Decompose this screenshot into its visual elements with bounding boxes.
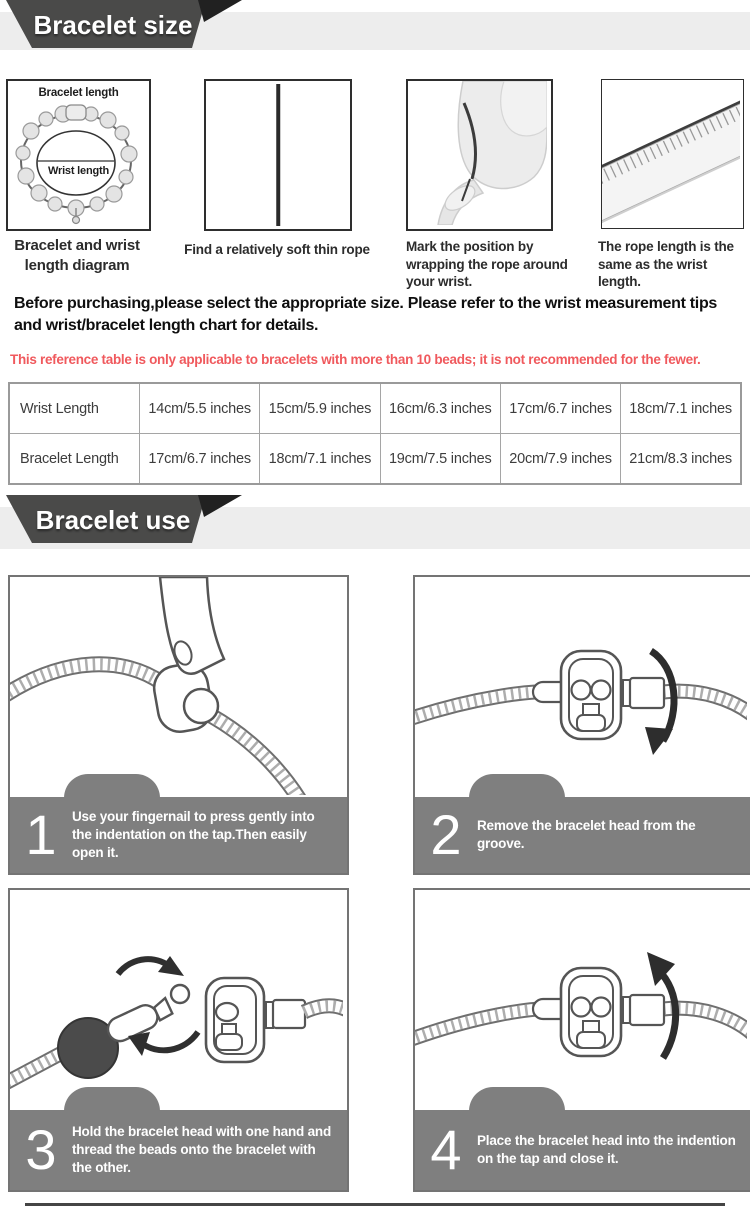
- step-panel-4: [413, 888, 750, 1192]
- bracelet-diagram-image: [8, 81, 145, 225]
- diagram-label-bracelet-length: Bracelet length: [38, 87, 119, 99]
- bracelet-use-banner: [0, 495, 242, 543]
- note-text: This reference table is only applicable to bracelets with more than 10 beads; it is not recommended for the fewer.: [10, 352, 701, 367]
- step-number: 1: [25, 803, 57, 866]
- table-cell: 18cm/7.1 inches: [260, 434, 380, 485]
- caption-diagram: Bracelet and wrist length diagram: [14, 237, 140, 274]
- table-cell: 18cm/7.1 inches: [621, 383, 741, 434]
- step-number: 2: [430, 803, 462, 866]
- step-panel-2: [413, 575, 750, 875]
- step-caption-bar: [415, 797, 750, 873]
- table-row-wrist: [9, 383, 741, 434]
- wrist-photo: [408, 81, 547, 225]
- step-number: 3: [25, 1118, 57, 1181]
- table-cell: 15cm/5.9 inches: [260, 383, 380, 434]
- caption-bar-bump: [469, 1087, 565, 1111]
- table-cell: 19cm/7.5 inches: [380, 434, 500, 485]
- banner-title: Bracelet size: [33, 10, 193, 40]
- step3-thread-beads-illustration: [10, 890, 343, 1112]
- intro-text: Before purchasing,please select the appropriate size. Please refer to the wrist measurement tips and wrist/bracelet length chart for details.: [14, 295, 718, 334]
- caption-bar-bump: [64, 1087, 160, 1111]
- step-text: Place the bracelet head into the indention on the tap and close it.: [477, 1132, 736, 1166]
- table-cell: 21cm/8.3 inches: [621, 434, 741, 485]
- photo-box-diagram: [6, 79, 151, 231]
- table-cell: 20cm/7.9 inches: [500, 434, 620, 485]
- table-cell: 16cm/6.3 inches: [380, 383, 500, 434]
- step-panel-1: [8, 575, 349, 875]
- step2-remove-head-illustration: [415, 577, 747, 795]
- size-table: [8, 382, 742, 485]
- table-cell: 17cm/6.7 inches: [500, 383, 620, 434]
- photo-box-ruler: [601, 79, 744, 229]
- step-panel-3: [8, 888, 349, 1192]
- rope-image: [276, 84, 280, 226]
- photo-box-wrist: [406, 79, 553, 231]
- table-cell: Wrist Length: [9, 383, 140, 434]
- caption-bar-bump: [469, 774, 565, 798]
- table-cell: Bracelet Length: [9, 434, 140, 485]
- photo-box-rope: [204, 79, 352, 231]
- step-text: Use your fingernail to press gently into the indentation on the tap.Then easily open it.: [72, 808, 315, 861]
- step-text: Remove the bracelet head from the groove.: [477, 817, 696, 851]
- step-caption-bar: [10, 797, 347, 873]
- caption-rope: Find a relatively soft thin rope: [184, 242, 370, 257]
- table-row-bracelet: [9, 434, 741, 485]
- step-text: Hold the bracelet head with one hand and thread the beads onto the bracelet with the other.: [72, 1123, 332, 1176]
- diagram-label-wrist-length: Wrist length: [48, 165, 109, 177]
- caption-bar-bump: [64, 774, 160, 798]
- step-caption-bar: [415, 1110, 750, 1190]
- table-cell: 14cm/5.5 inches: [140, 383, 260, 434]
- step-number: 4: [430, 1118, 462, 1181]
- caption-wrist: Mark the position by wrapping the rope around your wrist.: [406, 239, 568, 290]
- step1-open-clasp-illustration: [10, 577, 343, 795]
- step-caption-bar: [10, 1110, 347, 1190]
- ruler-photo: [602, 80, 740, 225]
- caption-ruler: The rope length is the same as the wrist length.: [598, 239, 734, 290]
- table-cell: 17cm/6.7 inches: [140, 434, 260, 485]
- bottom-divider: [25, 1203, 725, 1206]
- step4-close-clasp-illustration: [415, 890, 747, 1112]
- bracelet-size-banner: [0, 0, 242, 48]
- banner-title: Bracelet use: [35, 505, 191, 535]
